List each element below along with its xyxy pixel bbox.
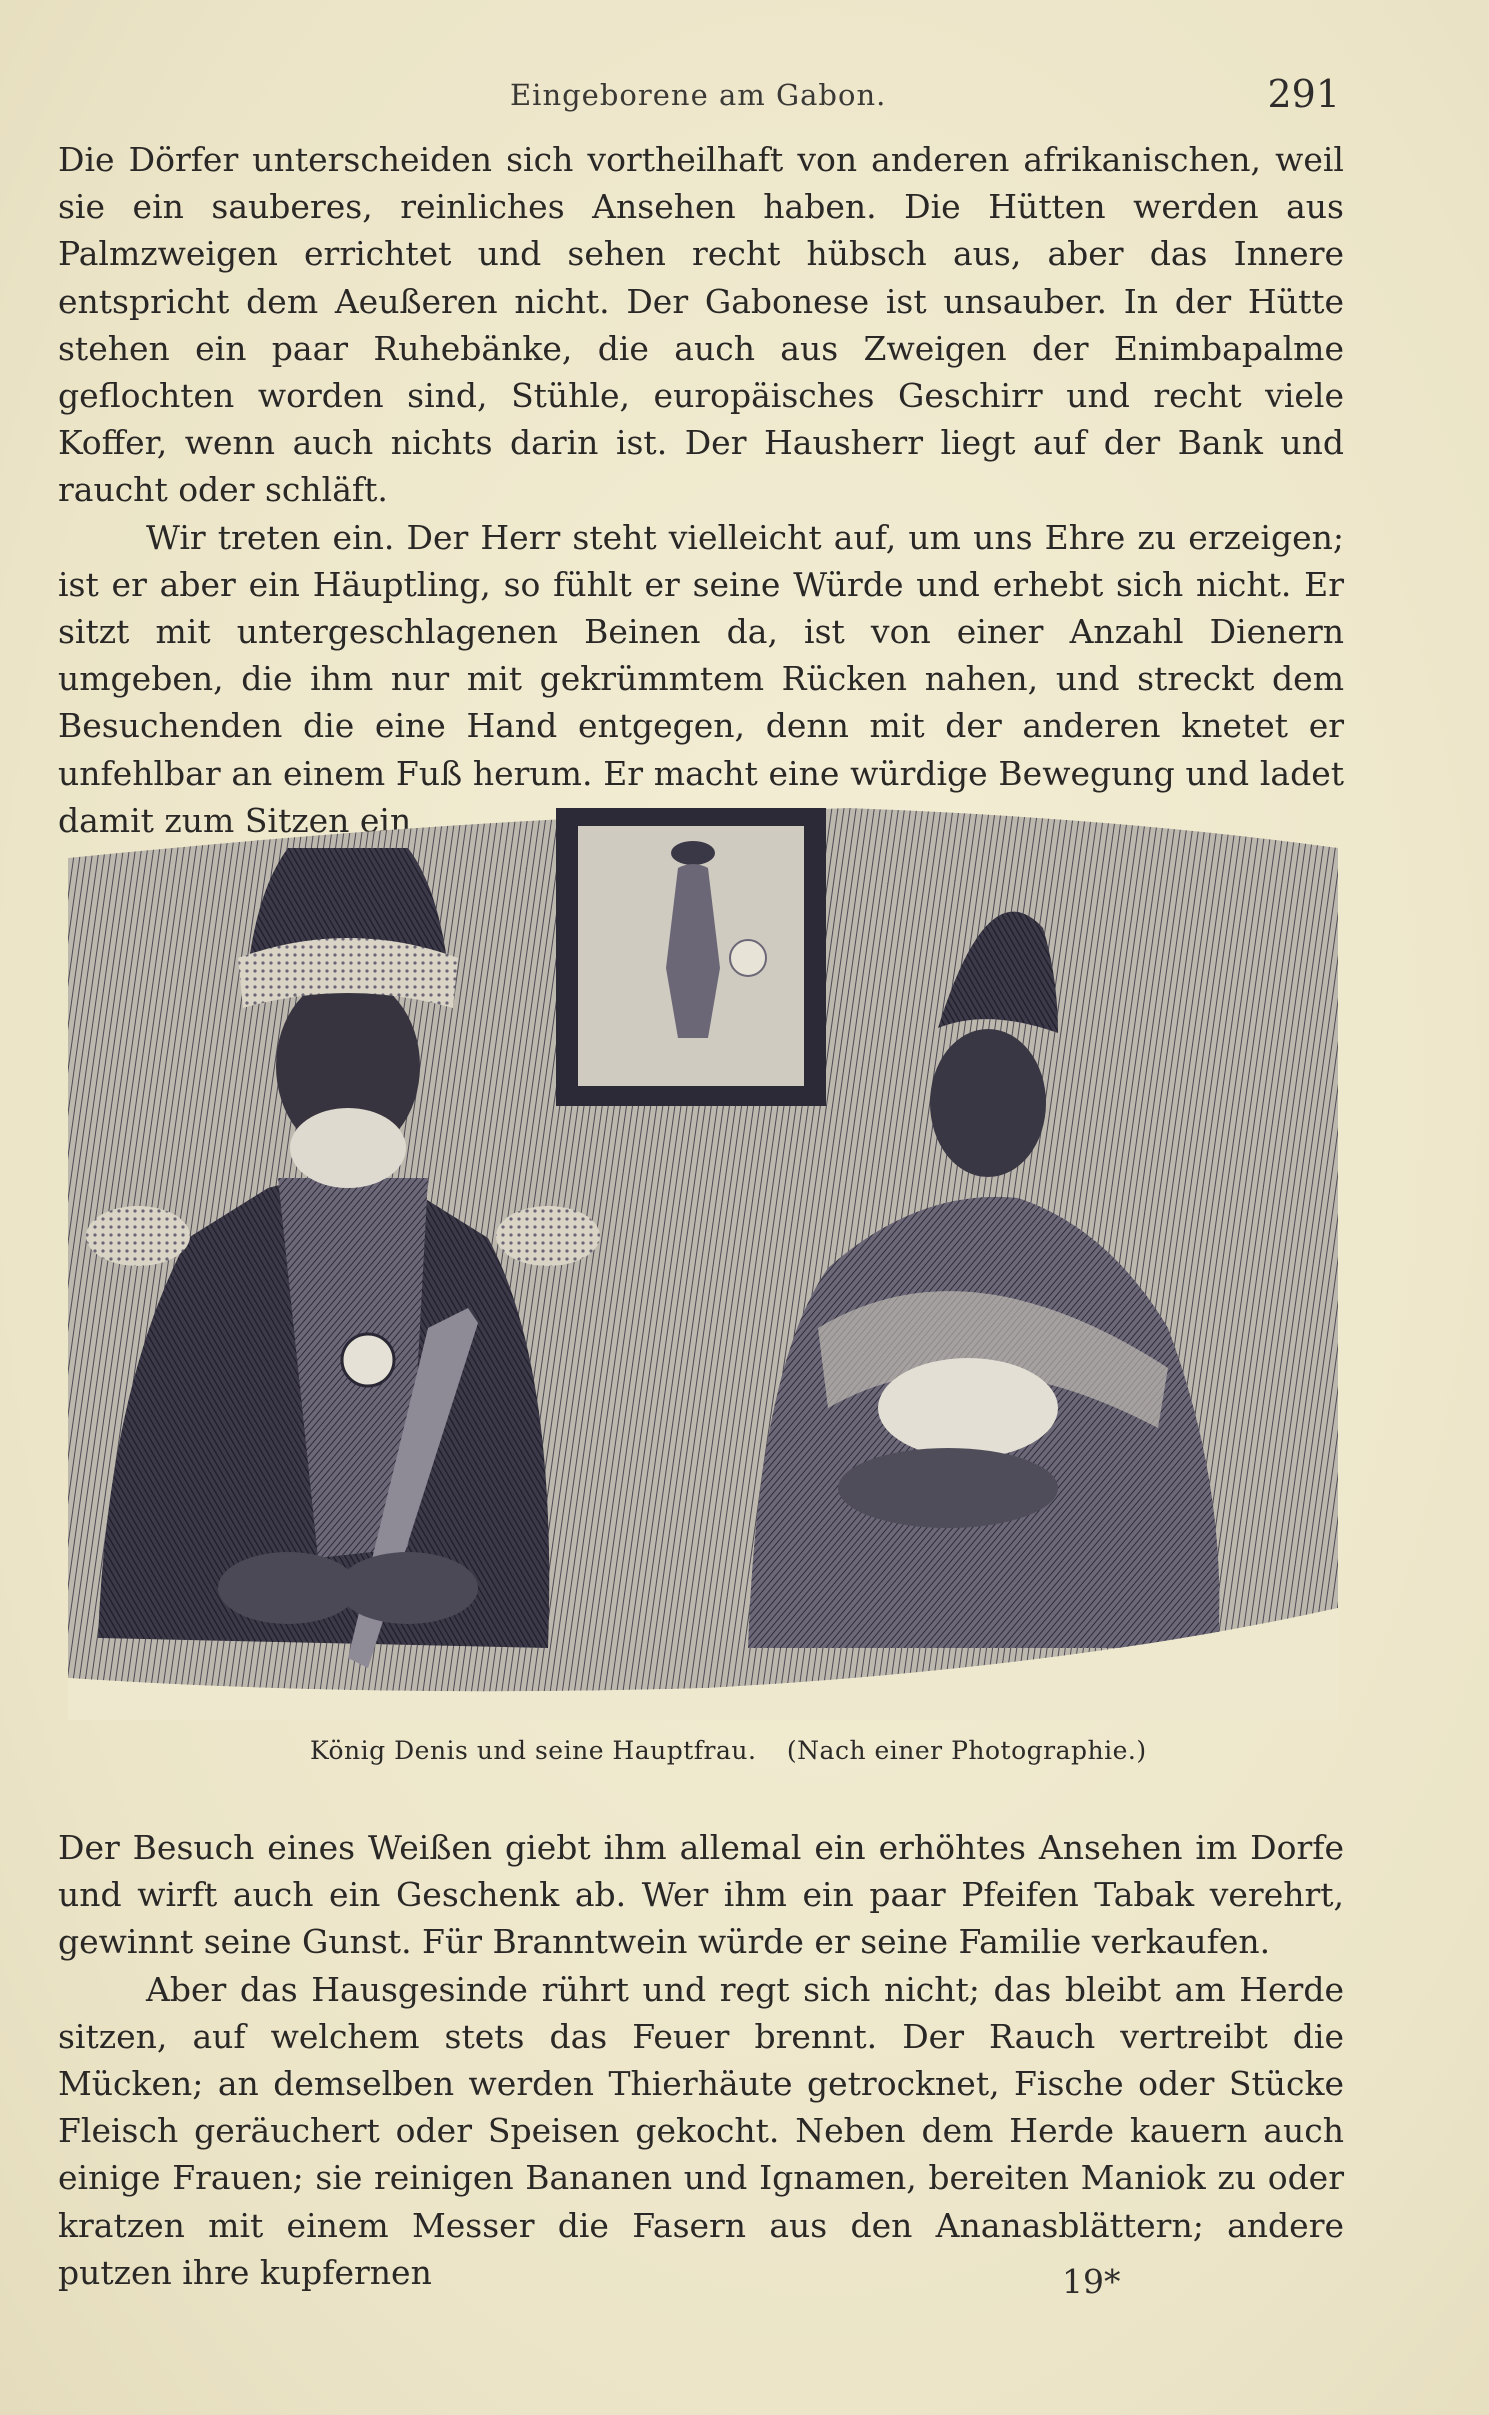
figure-caption [310,1736,1169,1765]
body-text-top [58,136,1344,844]
paragraph: Wir treten ein. Der Herr steht vielleicht auf, um uns Ehre zu erzeigen; ist er aber ein Häuptling, so fühlt er seine Würde und erhebt sich nicht. Er sitzt mit untergeschlagenen Beinen da, ist von einer Anzahl Dienern umgeben, die ihm nur mit gekrümmtem Rücken nahen, und streckt dem Besuchenden die eine Hand entgegen, denn mit der anderen knetet er unfehlbar an einem Fuß herum. Er macht eine würdige Bewegung und ladet damit zum Sitzen ein. [58,517,1344,840]
queen-face [930,1029,1046,1177]
body-text-bottom [58,1824,1344,2296]
page-header [60,72,1340,122]
page-number: 291 [1267,72,1340,116]
epaulette-left [86,1206,190,1266]
framed-portrait-on-wall [556,808,826,1106]
engraving-illustration [68,808,1338,1720]
infant-bundle [878,1358,1058,1458]
epaulette-right [496,1206,600,1266]
paragraph: Aber das Hausgesinde rührt und regt sich nicht; das bleibt am Herde sitzen, auf welchem stets das Feuer brennt. Der Rauch vertreibt die Mücken; an demselben werden Thierhäute getrocknet, Fische oder Stücke Fleisch geräuchert oder Speisen gekocht. Neben dem Herde kauern auch einige Frauen; sie reinigen Bananen und Ignamen, bereiten Maniok zu oder kratzen mit einem Messer die Fasern aus den Ananasblättern; andere putzen ihre kupfernen [58,1969,1344,2292]
caption-title: König Denis und seine Hauptfrau. [310,1736,757,1765]
king-medal [342,1334,394,1386]
printer-signature-mark: 19* [1062,2262,1121,2301]
paragraph: Der Besuch eines Weißen giebt ihm allemal ein erhöhtes Ansehen im Dorfe und wirft auch ein Geschenk ab. Wer ihm ein paar Pfeifen Tabak verehrt, gewinnt seine Gunst. Für Branntwein würde er seine Familie verkaufen. [58,1828,1344,1962]
running-title: Eingeborene am Gabon. [510,78,887,112]
caption-source: (Nach einer Photographie.) [786,1736,1147,1765]
king-beard [290,1108,406,1188]
paragraph: Die Dörfer unterscheiden sich vortheilhaft von anderen afrikanischen, weil sie ein sauberes, reinliches Ansehen haben. Die Hütten werden aus Palmzweigen errichtet und sehen recht hübsch aus, aber das Innere entspricht dem Aeußeren nicht. Der Gabonese ist unsauber. In der Hütte stehen ein paar Ruhebänke, die auch aus Zweigen der Enimbapalme geflochten worden sind, Stühle, europäisches Geschirr und recht viele Koffer, wenn auch nichts darin ist. Der Hausherr liegt auf der Bank und raucht oder schläft. [58,140,1344,510]
